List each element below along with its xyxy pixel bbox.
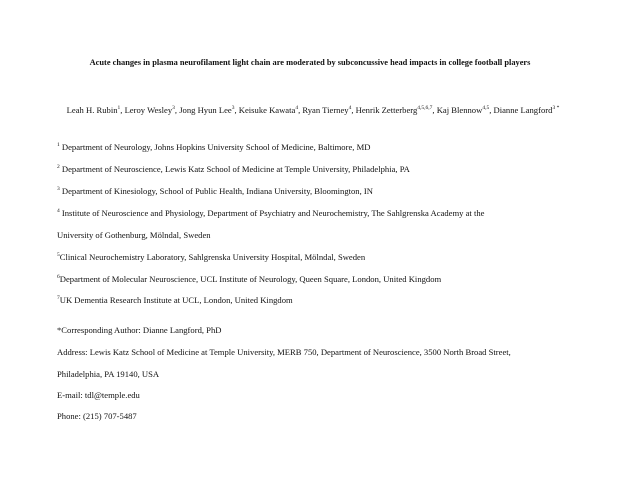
- address-line: Address: Lewis Katz School of Medicine at Temple University, MERB 750, Department of Neuroscience, 3500 North Broad Street,: [57, 347, 511, 357]
- author-name: Dianne Langford: [493, 105, 553, 115]
- author: [437, 105, 489, 115]
- author-name: Henrik Zetterberg: [355, 105, 418, 115]
- author-affiliation-marker: 1: [117, 105, 121, 111]
- author: [125, 105, 175, 115]
- affiliation-line: [57, 186, 373, 197]
- affiliation-line: [57, 295, 293, 306]
- affiliation-text: Clinical Neurochemistry Laboratory, Sahlgrenska University Hospital, Mölndal, Sweden: [59, 252, 366, 262]
- affiliation-text: University of Gothenburg, Mölndal, Sweden: [57, 230, 211, 240]
- author-affiliation-marker: 4,5,6,7: [417, 105, 433, 111]
- affiliation-marker: 4: [57, 208, 60, 214]
- author: [356, 105, 433, 115]
- author-name: Leroy Wesley: [124, 105, 173, 115]
- affiliation-text: UK Dementia Research Institute at UCL, London, United Kingdom: [59, 295, 293, 305]
- affiliation-line: [57, 208, 484, 219]
- address-line: Philadelphia, PA 19140, USA: [57, 369, 160, 379]
- author-list: Leah H. Rubin$^1$, Leroy Wesley$^3$, Jong Hyun Lee$^3$, Keisuke Kawata$^4$, Ryan Tierney$^4$, Henrik Zetterberg$^{4,5,6,7}$, Kaj Blennow$^{4,5}$, Dianne Langford$^{3 *}$: [66, 105, 560, 115]
- affiliation-line: [57, 252, 365, 263]
- affiliation-marker: 2: [57, 164, 60, 170]
- author: [493, 105, 559, 115]
- author-affiliation-marker: 3: [172, 105, 175, 111]
- author: [67, 105, 121, 115]
- author-affiliation-marker: 4: [295, 105, 299, 111]
- affiliation-text: Department of Neurology, Johns Hopkins University School of Medicine, Baltimore, MD: [59, 142, 371, 152]
- affiliation-line: [57, 164, 410, 175]
- author: [179, 105, 234, 115]
- affiliation-line: [57, 142, 370, 153]
- paper-title: Acute changes in plasma neurofilament light chain are moderated by subconcussive head impacts in college football players: [89, 58, 531, 67]
- author-affiliation-marker: 4: [348, 105, 352, 111]
- author-affiliation-marker: 4,5: [482, 105, 490, 111]
- author-name: Ryan Tierney: [302, 105, 349, 115]
- author-name: Kaj Blennow: [436, 105, 483, 115]
- affiliation-text: Institute of Neuroscience and Physiology, Department of Psychiatry and Neurochemistry, The Sahlgrenska Academy at the: [59, 208, 485, 218]
- affiliation-line: [57, 230, 211, 241]
- affiliation-marker: 6: [57, 274, 60, 280]
- affiliation-text: Department of Molecular Neuroscience, UCL Institute of Neurology, Queen Square, London, United Kingdom: [59, 274, 442, 284]
- author-affiliation-marker: 3 *: [552, 105, 560, 111]
- affiliation-marker: 3: [57, 186, 60, 192]
- affiliation-text: Department of Kinesiology, School of Public Health, Indiana University, Bloomington, IN: [59, 186, 373, 196]
- phone: Phone: (215) 707-5487: [57, 411, 137, 421]
- affiliation-marker: 5: [57, 252, 60, 258]
- affiliation-marker: 7: [57, 295, 60, 301]
- email: E-mail: tdl@temple.edu: [57, 390, 140, 400]
- affiliation-line: [57, 274, 441, 285]
- author-name: Leah H. Rubin: [66, 105, 118, 115]
- affiliation-marker: 1: [57, 142, 60, 148]
- affiliation-text: Department of Neuroscience, Lewis Katz School of Medicine at Temple University, Philadelphia, PA: [59, 164, 410, 174]
- author: [239, 105, 298, 115]
- corresponding-author: *Corresponding Author: Dianne Langford, PhD: [57, 325, 222, 335]
- author-name: Jong Hyun Lee: [179, 105, 232, 115]
- author-name: Keisuke Kawata: [238, 105, 296, 115]
- author: [302, 105, 351, 115]
- author-affiliation-marker: 3: [231, 105, 235, 111]
